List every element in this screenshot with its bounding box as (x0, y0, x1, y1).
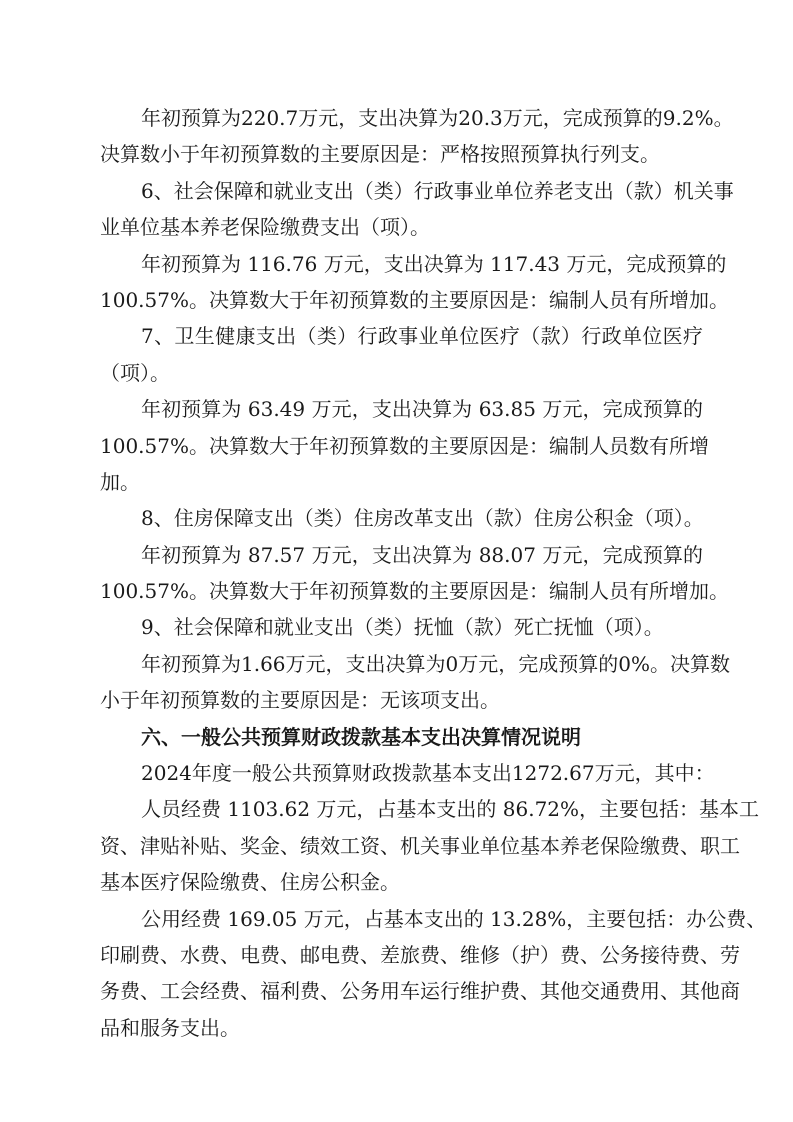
text-line: 六、一般公共预算财政拨款基本支出决算情况说明 (141, 724, 581, 749)
document-page (100, 100, 767, 1046)
text-line: 人员经费 1103.62 万元，占基本支出的 86.72%，主要包括：基本工 (141, 797, 760, 822)
paragraph (100, 500, 703, 536)
paragraph (100, 246, 729, 319)
text-line: 基本医疗保险缴费、住房公积金。 (100, 870, 400, 895)
section-heading (100, 719, 703, 755)
text-line: 务费、工会经费、福利费、公务用车运行维护费、其他交通费用、其他商 (100, 979, 740, 1004)
text-line: （项）。 (100, 360, 170, 385)
text-line: 印刷费、水费、电费、邮电费、差旅费、维修（护）费、公务接待费、劳 (100, 942, 740, 967)
text-line: 年初预算为220.7万元，支出决算为20.3万元，完成预算的9.2%。 (141, 106, 734, 130)
paragraph (100, 791, 760, 900)
paragraph (100, 537, 729, 610)
text-line: 年初预算为 116.76 万元，支出决算为 117.43 万元，完成预算的 (141, 251, 727, 276)
paragraph (100, 609, 703, 645)
text-line: 加。 (100, 469, 140, 494)
text-line: 2024年度一般公共预算财政拨款基本支出1272.67万元，其中： (141, 761, 715, 786)
text-line: 年初预算为1.66万元，支出决算为0万元，完成预算的0%。决算数 (141, 651, 730, 676)
paragraph (100, 391, 709, 500)
text-line: 品和服务支出。 (100, 1015, 240, 1040)
text-line: 100.57%。决算数大于年初预算数的主要原因是：编制人员数有所增 (100, 433, 709, 458)
paragraph (100, 100, 734, 173)
text-line: 年初预算为 63.49 万元，支出决算为 63.85 万元，完成预算的 (141, 397, 703, 422)
paragraph (100, 755, 715, 791)
paragraph (100, 318, 703, 391)
text-line: 100.57%。决算数大于年初预算数的主要原因是：编制人员有所增加。 (100, 579, 729, 604)
text-line: 决算数小于年初预算数的主要原因是：严格按照预算执行列支。 (100, 142, 660, 167)
text-line: 9、社会保障和就业支出（类）抚恤（款）死亡抚恤（项）。 (141, 615, 664, 640)
paragraph (100, 901, 767, 1047)
text-line: 8、住房保障支出（类）住房改革支出（款）住房公积金（项）。 (141, 506, 704, 531)
text-line: 7、卫生健康支出（类）行政事业单位医疗（款）行政单位医疗 (141, 324, 703, 349)
text-line: 100.57%。决算数大于年初预算数的主要原因是：编制人员有所增加。 (100, 287, 729, 312)
text-line: 业单位基本养老保险缴费支出（项）。 (100, 215, 430, 240)
paragraph (100, 173, 734, 246)
text-line: 6、社会保障和就业支出（类）行政事业单位养老支出（款）机关事 (141, 178, 734, 203)
text-line: 公用经费 169.05 万元，占基本支出的 13.28%，主要包括：办公费、 (141, 906, 767, 931)
text-line: 年初预算为 87.57 万元，支出决算为 88.07 万元，完成预算的 (141, 542, 703, 567)
text-line: 小于年初预算数的主要原因是：无该项支出。 (100, 688, 500, 713)
paragraph (100, 646, 730, 719)
text-line: 资、津贴补贴、奖金、绩效工资、机关事业单位基本养老保险缴费、职工 (100, 833, 740, 858)
